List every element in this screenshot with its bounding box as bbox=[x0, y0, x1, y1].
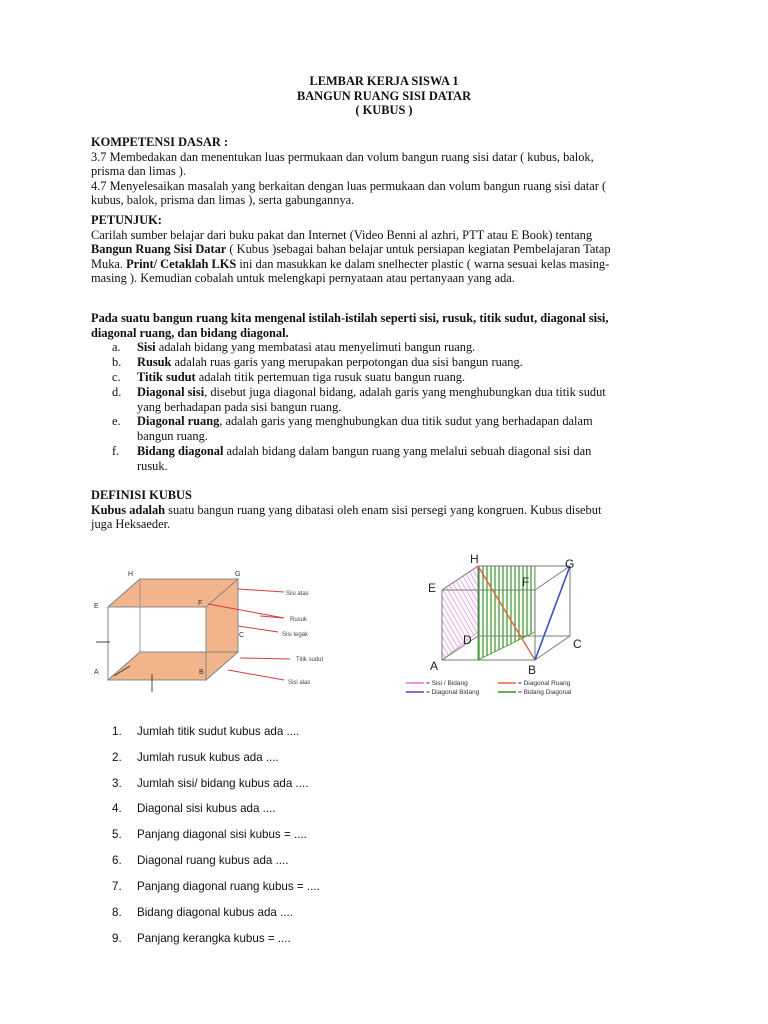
legend-diagonal-ruang: = Diagonal Ruang bbox=[518, 680, 571, 687]
kompetensi-section bbox=[91, 135, 681, 208]
cube-figure-left bbox=[88, 562, 348, 702]
legend-bidang-diagonal: = Bidang Diagonal bbox=[518, 689, 572, 696]
arrow bbox=[238, 589, 284, 592]
question-text: Panjang diagonal ruang kubus = .... bbox=[137, 880, 320, 893]
label-sisi-atas: Sisi atas bbox=[286, 591, 309, 597]
vertex-label: B bbox=[528, 663, 537, 677]
question-number: 9. bbox=[112, 932, 122, 945]
label-rusuk: Rusuk bbox=[290, 617, 308, 623]
definisi-text: suatu bangun ruang yang dibatasi oleh enam sisi persegi yang kongruen. Kubus disebut bbox=[165, 502, 602, 517]
term: Sisi bbox=[137, 340, 156, 354]
istilah-intro-line: diagonal ruang, dan bidang diagonal. bbox=[91, 325, 289, 340]
definition-cont: rusuk. bbox=[137, 458, 168, 473]
question-number: 3. bbox=[112, 777, 122, 790]
petunjuk-line: masing ). Kemudian cobalah untuk melengkapi pernyataan atau pertanyaan yang ada. bbox=[91, 271, 515, 286]
petunjuk-text: ini dan masukkan ke dalam snelhecter plastic ( warna sesuai kelas masing- bbox=[236, 256, 610, 271]
petunjuk-text: Muka. bbox=[91, 256, 127, 271]
question-text: Bidang diagonal kubus ada .... bbox=[137, 906, 293, 919]
petunjuk-bold: Bangun Ruang Sisi Datar bbox=[91, 242, 227, 257]
definisi-title: DEFINISI KUBUS bbox=[91, 488, 192, 502]
vertex-label: F bbox=[522, 575, 530, 589]
petunjuk-section bbox=[91, 213, 681, 286]
term: Bidang diagonal bbox=[137, 444, 224, 458]
definisi-section bbox=[91, 488, 681, 532]
definition: , adalah garis yang menghubungkan dua titik sudut yang berhadapan dalam bbox=[219, 414, 593, 428]
term: Rusuk bbox=[137, 355, 172, 369]
arrow bbox=[228, 670, 284, 680]
legend-sisi: = Sisi / Bidang bbox=[426, 680, 468, 687]
petunjuk-line bbox=[91, 257, 681, 272]
istilah-intro bbox=[91, 311, 681, 340]
definition-cont: bangun ruang. bbox=[137, 428, 208, 443]
definisi-term: Kubus adalah bbox=[91, 502, 166, 517]
label-sisi-alas: Sisi alas bbox=[288, 680, 311, 686]
term: Diagonal ruang bbox=[137, 414, 220, 428]
vertex-label: C bbox=[573, 637, 582, 651]
question-number: 8. bbox=[112, 906, 122, 919]
list-marker: a. bbox=[112, 340, 121, 354]
definition: adalah bidang yang membatasi atau menyelimuti bangun ruang. bbox=[155, 340, 476, 354]
petunjuk-bold: Print/ Cetaklah LKS bbox=[126, 256, 237, 271]
vertex-label: G bbox=[235, 571, 241, 578]
question-text: Jumlah rusuk kubus ada .... bbox=[137, 751, 279, 764]
legend-diagonal-bidang: = Diagonal Bidang bbox=[426, 689, 480, 696]
question-number: 1. bbox=[112, 725, 122, 738]
title-line-1: LEMBAR KERJA SISWA 1 bbox=[309, 74, 459, 88]
question-text: Panjang kerangka kubus = .... bbox=[137, 932, 291, 945]
vertex-label: B bbox=[199, 669, 204, 676]
bottom-face bbox=[108, 652, 238, 680]
question-number: 6. bbox=[112, 854, 122, 867]
list-marker: f. bbox=[112, 444, 120, 458]
definisi-line: juga Heksaeder. bbox=[91, 517, 171, 532]
question-text: Diagonal ruang kubus ada .... bbox=[137, 854, 289, 867]
question-text: Jumlah sisi/ bidang kubus ada .... bbox=[137, 777, 309, 790]
vertex-label: A bbox=[430, 659, 439, 673]
kompetensi-line: kubus, balok, prisma dan limas ), serta gabungannya. bbox=[91, 193, 355, 208]
definition: adalah titik pertemuan tiga rusuk suatu bangun ruang. bbox=[195, 370, 466, 384]
petunjuk-title: PETUNJUK: bbox=[91, 213, 162, 227]
istilah-intro-line: Pada suatu bangun ruang kita mengenal istilah-istilah seperti sisi, rusuk, titik sudut, diagonal sisi, bbox=[91, 311, 609, 325]
vertex-label: F bbox=[198, 600, 203, 607]
question-text: Jumlah titik sudut kubus ada .... bbox=[137, 725, 300, 738]
arrow bbox=[240, 658, 290, 659]
question-number: 4. bbox=[112, 802, 122, 815]
vertex-label: H bbox=[128, 571, 134, 578]
petunjuk-line: Carilah sumber belajar dari buku pakat dan Internet (Video Benni al azhri, PTT atau E Book) tentang bbox=[91, 227, 593, 242]
vertex-label: E bbox=[94, 603, 99, 610]
title-line-3: ( KUBUS ) bbox=[355, 103, 413, 118]
list-marker: c. bbox=[112, 370, 121, 384]
question-number: 7. bbox=[112, 880, 122, 893]
definition: adalah bidang dalam bangun ruang yang melalui sebuah diagonal sisi dan bbox=[223, 444, 592, 458]
sisi-face bbox=[442, 566, 478, 660]
vertex-label: E bbox=[428, 581, 437, 595]
kompetensi-line: 4.7 Menyelesaikan masalah yang berkaitan dengan luas permukaan dan volum bangun ruang sisi datar ( bbox=[91, 178, 607, 193]
list-marker: b. bbox=[112, 355, 122, 369]
definition-cont: yang berhadapan pada sisi bangun ruang. bbox=[137, 399, 342, 414]
cube-figure-right bbox=[370, 552, 602, 698]
vertex-label: D bbox=[463, 633, 472, 647]
title-line-2: BANGUN RUANG SISI DATAR bbox=[296, 88, 472, 103]
definition: , disebut juga diagonal bidang, adalah garis yang menghubungkan dua titik sudut bbox=[204, 385, 606, 399]
kompetensi-line: 3.7 Membedakan dan menentukan luas permukaan dan volum bangun ruang sisi datar ( kubus, balok, bbox=[91, 149, 594, 164]
term: Titik sudut bbox=[137, 370, 196, 384]
definisi-line bbox=[91, 503, 681, 518]
petunjuk-text: ( Kubus )sebagai bahan belajar untuk persiapan kegiatan Pembelajaran Tatap bbox=[226, 242, 611, 257]
definition: adalah ruas garis yang merupakan perpotongan dua sisi bangun ruang. bbox=[171, 355, 523, 369]
petunjuk-line bbox=[91, 242, 681, 257]
question-number: 2. bbox=[112, 751, 122, 764]
label-sisi-tegak: Sisi tegak bbox=[282, 632, 309, 638]
vertex-label: C bbox=[239, 632, 245, 639]
vertex-label: H bbox=[470, 552, 479, 566]
list-marker: e. bbox=[112, 414, 121, 428]
vertex-label: G bbox=[565, 557, 575, 571]
kompetensi-line: prisma dan limas ). bbox=[91, 164, 186, 179]
diagonal-bidang-line bbox=[535, 566, 570, 660]
term: Diagonal sisi bbox=[137, 385, 205, 399]
list-marker: d. bbox=[112, 385, 122, 399]
page-title bbox=[0, 74, 768, 118]
label-titik-sudut: Titik sudut bbox=[296, 657, 324, 663]
kompetensi-title: KOMPETENSI DASAR : bbox=[91, 135, 228, 149]
vertex-label: A bbox=[94, 669, 99, 676]
question-text: Panjang diagonal sisi kubus = .... bbox=[137, 828, 307, 841]
question-text: Diagonal sisi kubus ada .... bbox=[137, 802, 276, 815]
question-number: 5. bbox=[112, 828, 122, 841]
